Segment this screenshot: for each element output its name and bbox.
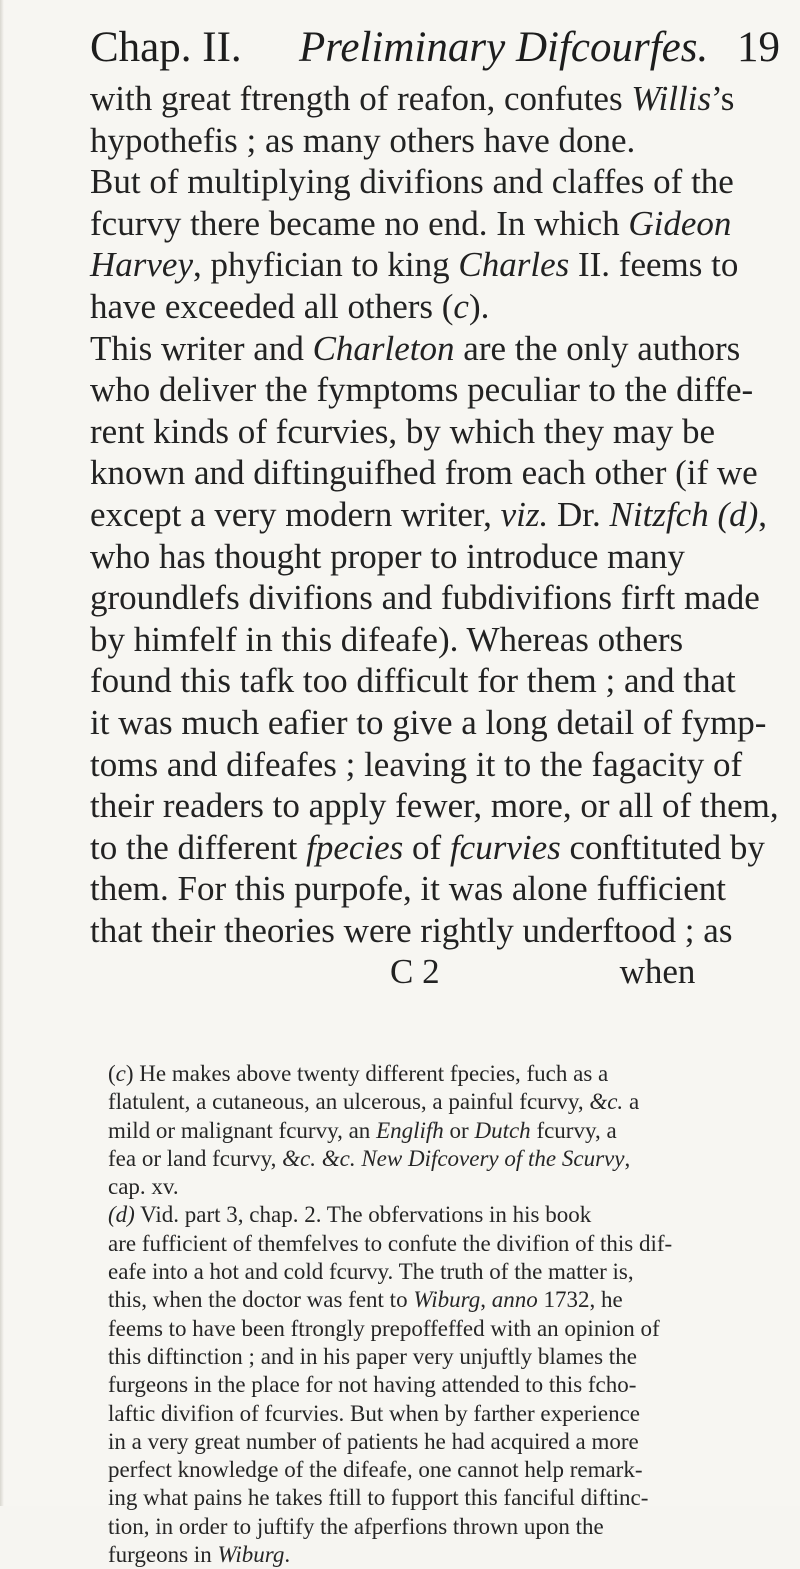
italic-text: viz. [500, 494, 549, 534]
italic-text: &c. &c. New Difcovery of the Scurvy [282, 1145, 625, 1171]
text-run: . [284, 1542, 291, 1568]
text-run: C 2 [390, 952, 440, 992]
text-run: ). [468, 286, 490, 326]
italic-text: Willis [631, 79, 712, 118]
text-run: are the only authors [454, 328, 741, 368]
text-run: this diftinction ; and in his paper very unjuftly blames the [108, 1343, 637, 1369]
running-header [90, 18, 780, 78]
italic-text: Charleton [312, 328, 455, 368]
footnote-line [108, 1060, 788, 1088]
text-run: who has thought proper to introduce many [90, 536, 685, 576]
text-run: , [624, 1145, 631, 1171]
italic-text: &c. [589, 1089, 624, 1115]
footnote-line [108, 1484, 788, 1512]
italic-text: fpecies [306, 827, 404, 867]
text-run: who deliver the fymptoms peculiar to the diffe- [90, 370, 754, 410]
text-line [90, 619, 790, 661]
footnote-line [108, 1400, 788, 1428]
text-run: II. feems to [569, 245, 739, 285]
text-line [90, 120, 790, 162]
text-run: this, when the doctor was fent to [108, 1287, 414, 1313]
italic-text: c [115, 1061, 126, 1086]
footnote-line [108, 1371, 788, 1399]
footnote-line [108, 1286, 788, 1314]
footnote-line [108, 1145, 788, 1173]
italic-text: Charles [458, 245, 570, 285]
footnote-line [108, 1173, 788, 1201]
italic-text: Wiburg [217, 1542, 285, 1568]
text-line [90, 369, 790, 411]
text-line [90, 702, 790, 744]
page-number: 19 [737, 24, 780, 71]
text-run: flatulent, a cutaneous, an ulcerous, a painful fcurvy, [108, 1089, 590, 1115]
text-run: , [758, 494, 768, 534]
text-run: groundlefs divifions and fubdivifions firft made [90, 578, 760, 618]
text-line [90, 452, 790, 494]
text-run: or [443, 1117, 475, 1143]
text-run: eafe into a hot and cold fcurvy. The truth of the matter is, [108, 1259, 634, 1285]
text-line [90, 910, 790, 952]
text-run: when [619, 952, 696, 992]
text-line [90, 78, 790, 120]
text-run: furgeons in the place for not having attended to this fcho- [108, 1372, 637, 1398]
text-line [90, 744, 790, 786]
text-run: ing what pains he takes ftill to fupport this fanciful diftinc- [108, 1485, 649, 1511]
text-line [90, 161, 790, 203]
text-line [90, 577, 790, 619]
text-run: have exceeded all others ( [90, 286, 454, 326]
text-run: , phyfician to king [193, 245, 459, 285]
text-run: it was much eafier to give a long detail of fymp- [90, 702, 767, 742]
text-run: This writer and [90, 328, 313, 368]
footnotes [108, 1060, 788, 1569]
footnote-line [108, 1513, 788, 1541]
italic-text: Harvey [90, 245, 194, 285]
text-run: Dr. [548, 494, 610, 534]
text-line [90, 868, 790, 910]
text-run: known and diftinguifhed from each other (if we [90, 453, 758, 493]
text-line [90, 536, 790, 578]
text-line [90, 827, 790, 869]
footnote-line [108, 1117, 788, 1145]
italic-text: fcurvies [449, 827, 561, 867]
text-run: that their theories were rightly underftood ; as [90, 910, 733, 950]
text-run: ( [108, 1061, 116, 1086]
text-run: are fufficient of themfelves to confute the divifion of this dif- [108, 1230, 673, 1256]
text-run: of [403, 827, 450, 867]
text-run: except a very modern writer, [90, 494, 501, 534]
text-run: ) He makes above twenty different fpecies, fuch as a [125, 1061, 609, 1086]
italic-text: Dutch [474, 1117, 531, 1143]
text-line [90, 203, 790, 245]
text-run: 1732, he [537, 1287, 623, 1313]
footnote-line [108, 1343, 788, 1371]
text-run: laftic divifion of fcurvies. But when by farther experience [108, 1400, 640, 1426]
running-title: Preliminary Difcourfes. [299, 24, 709, 71]
footnote-line [108, 1541, 788, 1569]
text-run: their readers to apply fewer, more, or all of them, [90, 786, 779, 826]
footnote-line [108, 1088, 788, 1116]
text-run: conftituted by [560, 827, 765, 867]
text-run: Vid. part 3, chap. 2. The obfervations in his book [134, 1202, 592, 1228]
text-run: them. For this purpofe, it was alone fufficient [90, 869, 727, 909]
text-line [90, 244, 790, 286]
text-run: fcurvy, a [530, 1117, 617, 1143]
text-run: by himfelf in this difeafe). Whereas others [90, 619, 684, 659]
text-run: fea or land fcurvy, [108, 1145, 283, 1171]
text-run: feems to have been ftrongly prepoffeffed with an opinion of [108, 1315, 660, 1341]
text-run: rent kinds of fcurvies, by which they may be [90, 411, 715, 451]
text-line [90, 286, 790, 328]
italic-text: Wiburg [413, 1287, 481, 1313]
text-run: toms and difeafes ; leaving it to the fagacity of [90, 744, 743, 784]
text-run: in a very great number of patients he had acquired a more [108, 1428, 639, 1454]
footnote-line [108, 1258, 788, 1286]
italic-text: (d) [108, 1202, 135, 1228]
text-run: a [623, 1089, 640, 1115]
text-run: to the different [90, 827, 307, 867]
footnote-line [108, 1456, 788, 1484]
text-run: fcurvy there became no end. In which [90, 203, 629, 243]
text-run: tion, in order to juftify the afperfions thrown upon the [108, 1513, 604, 1539]
text-run: cap. xv. [108, 1174, 179, 1200]
chapter-label: Chap. II. [90, 24, 242, 71]
text-line [90, 951, 790, 993]
footnote-line [108, 1428, 788, 1456]
footnote-line [108, 1315, 788, 1343]
main-text [90, 78, 790, 993]
text-run: , [480, 1287, 492, 1313]
italic-text: anno [491, 1287, 538, 1313]
text-run: hypothefis ; as many others have done. [90, 120, 636, 160]
text-line [90, 785, 790, 827]
text-run: found this tafk too difficult for them ; and that [90, 661, 736, 701]
text-run: But of multiplying divifions and claffes of the [90, 162, 734, 202]
text-run: with great ftrength of reafon, confutes [90, 79, 632, 118]
italic-text: c [453, 286, 469, 326]
text-run: perfect knowledge of the difeafe, one cannot help remark- [108, 1457, 643, 1483]
italic-text: Nitzfch (d) [609, 494, 759, 534]
text-run: mild or malignant fcurvy, an [108, 1117, 377, 1143]
italic-text: Englifh [376, 1117, 444, 1143]
footnote-line [108, 1230, 788, 1258]
italic-text: Gideon [628, 203, 732, 243]
text-run: furgeons in [108, 1542, 218, 1568]
footnote-line [108, 1201, 788, 1229]
text-line [90, 411, 790, 453]
page-gutter [0, 0, 4, 1506]
text-line [90, 660, 790, 702]
text-run: ’s [711, 79, 735, 118]
text-line [90, 494, 790, 536]
text-line [90, 328, 790, 370]
